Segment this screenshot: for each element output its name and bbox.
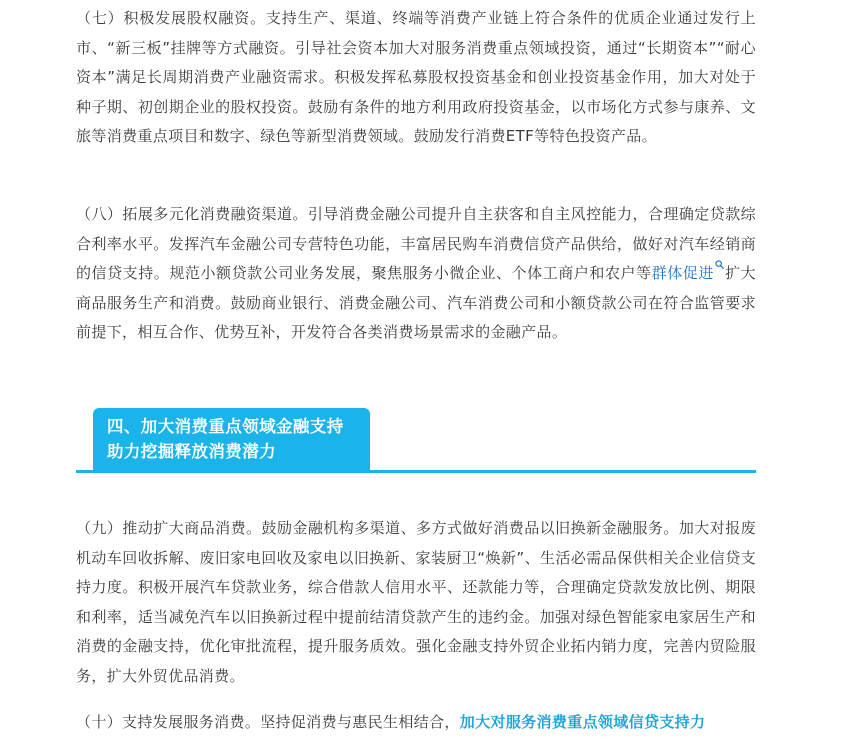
section-title-line-2: 助力挖掘释放消费潜力 — [107, 442, 276, 461]
search-icon[interactable] — [715, 260, 724, 269]
paragraph-8-text-after: 扩大商品服务生产和消费。鼓励商业银行、消费金融公司、汽车消费公司和小额贷款公司在符合监管要求前提下，相互合作、优势互补，开发符合各类消费场景需求的金融产品。 — [76, 264, 756, 342]
paragraph-9: （九）推动扩大商品消费。鼓励金融机构多渠道、多方式做好消费品以旧换新金融服务。加大对报废机动车回收拆解、废旧家电回收及家电以旧换新、家装厨卫“焕新”、生活必需品保供相关企业信贷支持力度。积极开展汽车贷款业务，综合借款人信用水平、还款能力等，合理确定贷款发放比例、期限和利率，适当减免汽车以旧换新过程中提前结清贷款产生的违约金。加强对绿色智能家电家居生产和消费的金融支持，优化审批流程，提升服务质效。强化金融支持外贸企业拓内销力度，完善内贸险服务，扩大外贸优品消费。 — [76, 519, 756, 685]
paragraph-10-highlight: 加大对服务消费重点领域信贷支持力 — [459, 713, 706, 731]
paragraph-7: （七）积极发展股权融资。支持生产、渠道、终端等消费产业链上符合条件的优质企业通过发行上市、“新三板”挂牌等方式融资。引导社会资本加大对服务消费重点领域投资，通过“长期资本”“耐心资本”满足长周期消费产业融资需求。积极发挥私募股权投资基金和创业投资基金作用，加大对处于种子期、初创期企业的股权投资。鼓励有条件的地方利用政府投资基金，以市场化方式参与康养、文旅等消费重点项目和数字、绿色等新型消费领域。鼓励发行消费ETF等特色投资产品。 — [76, 9, 756, 146]
paragraph-8 — [76, 200, 756, 348]
section-title-line-1: 四、加大消费重点领域金融支持 — [107, 417, 344, 436]
paragraph-8-text-before: （八）拓展多元化消费融资渠道。引导消费金融公司提升自主获客和自主风控能力，合理确定贷款综合利率水平。发挥汽车金融公司专营特色功能，丰富居民购车消费信贷产品供给，做好对汽车经销商的信贷支持。规范小额贷款公司业务发展，聚焦服务小微企业、个体工商户和农户等 — [76, 205, 756, 283]
paragraph-10-text: （十）支持发展服务消费。坚持促消费与惠民生相结合， — [76, 713, 460, 731]
section-divider — [76, 470, 756, 473]
paragraph-10 — [76, 708, 756, 738]
search-link[interactable]: 群体促进 — [651, 264, 714, 283]
section-header — [76, 408, 756, 474]
section-title-box — [93, 408, 370, 470]
